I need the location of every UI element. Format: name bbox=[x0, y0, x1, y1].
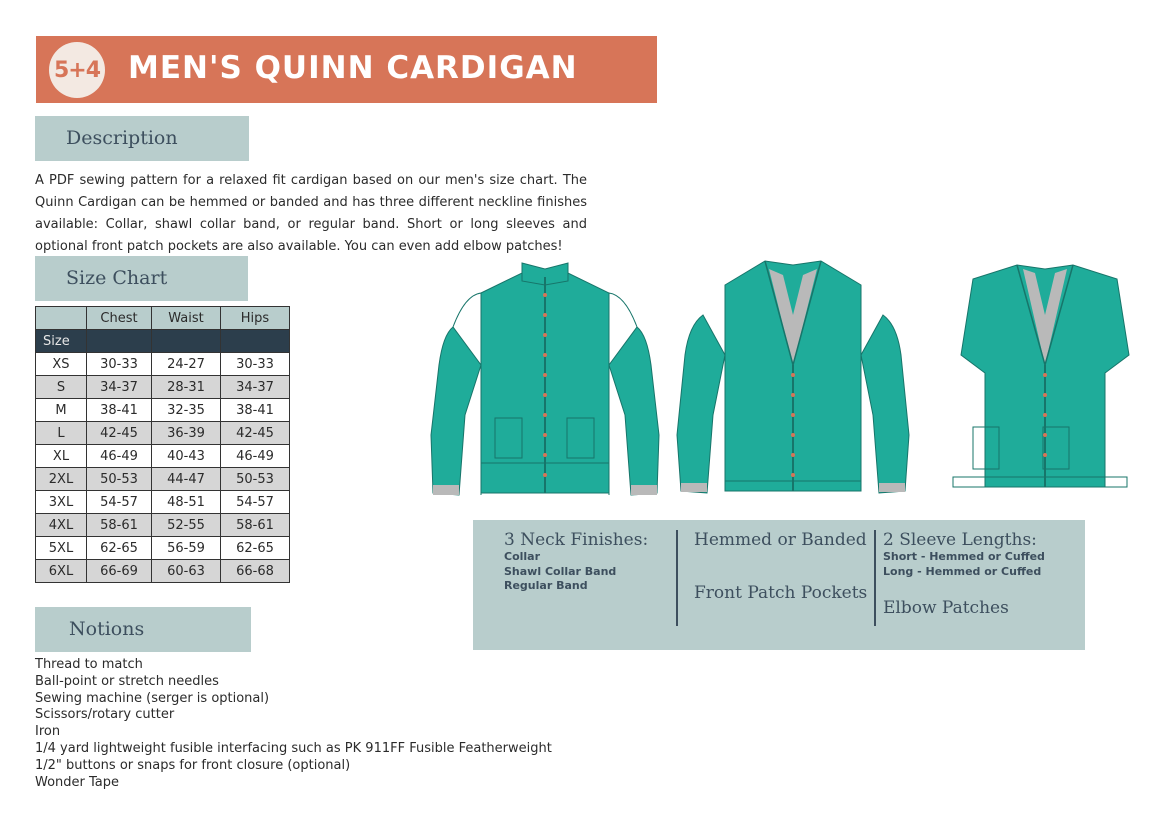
size-cell: M bbox=[36, 399, 87, 422]
notion-item: Wonder Tape bbox=[35, 774, 120, 790]
table-row bbox=[36, 399, 290, 422]
measurement-cell: 42-45 bbox=[221, 422, 290, 445]
sleeve-lengths-heading: 2 Sleeve Lengths: bbox=[883, 530, 1037, 550]
measurement-cell: 36-39 bbox=[152, 422, 221, 445]
size-chart-heading: Size Chart bbox=[66, 267, 168, 289]
table-row bbox=[36, 353, 290, 376]
sleeve-length-item: Short - Hemmed or Cuffed bbox=[883, 550, 1045, 563]
size-cell: 2XL bbox=[36, 468, 87, 491]
page-title: MEN'S QUINN CARDIGAN bbox=[128, 50, 578, 86]
measurement-cell: 46-49 bbox=[87, 445, 152, 468]
measurement-cell: 62-65 bbox=[221, 537, 290, 560]
notion-item: Ball-point or stretch needles bbox=[35, 673, 219, 689]
table-header: Waist bbox=[152, 307, 221, 330]
neck-finish-item: Collar bbox=[504, 550, 541, 563]
measurement-cell: 38-41 bbox=[221, 399, 290, 422]
measurement-cell: 38-41 bbox=[87, 399, 152, 422]
divider bbox=[874, 530, 876, 626]
measurement-cell: 66-68 bbox=[221, 560, 290, 583]
measurement-cell: 42-45 bbox=[87, 422, 152, 445]
table-row bbox=[36, 491, 290, 514]
size-chart-heading-box bbox=[35, 256, 248, 301]
measurement-cell: 58-61 bbox=[87, 514, 152, 537]
description-heading: Description bbox=[66, 127, 178, 149]
size-cell: 4XL bbox=[36, 514, 87, 537]
features-panel bbox=[473, 520, 1085, 650]
table-row bbox=[36, 445, 290, 468]
size-cell: S bbox=[36, 376, 87, 399]
notion-item: 1/4 yard lightweight fusible interfacing such as PK 911FF Fusible Featherweight bbox=[35, 740, 552, 756]
size-label-row bbox=[36, 330, 290, 353]
cardigan-shawl-illustration bbox=[677, 261, 909, 493]
measurement-cell: 58-61 bbox=[221, 514, 290, 537]
size-chart-table bbox=[35, 306, 290, 583]
measurement-cell: 34-37 bbox=[87, 376, 152, 399]
measurement-cell: 52-55 bbox=[152, 514, 221, 537]
title-banner bbox=[36, 36, 657, 103]
measurement-cell: 30-33 bbox=[87, 353, 152, 376]
measurement-cell: 46-49 bbox=[221, 445, 290, 468]
size-cell: 6XL bbox=[36, 560, 87, 583]
measurement-cell: 32-35 bbox=[152, 399, 221, 422]
divider bbox=[676, 530, 678, 626]
hem-feature: Hemmed or Banded bbox=[694, 530, 867, 550]
pocket-feature: Front Patch Pockets bbox=[694, 583, 868, 603]
measurement-cell: 66-69 bbox=[87, 560, 152, 583]
table-header: Hips bbox=[221, 307, 290, 330]
description-heading-box bbox=[35, 116, 249, 161]
size-cell: L bbox=[36, 422, 87, 445]
sleeve-length-item: Long - Hemmed or Cuffed bbox=[883, 565, 1042, 578]
measurement-cell: 60-63 bbox=[152, 560, 221, 583]
table-row bbox=[36, 560, 290, 583]
neck-finish-item: Regular Band bbox=[504, 579, 588, 592]
table-row bbox=[36, 376, 290, 399]
measurement-cell: 24-27 bbox=[152, 353, 221, 376]
notions-heading-box bbox=[35, 607, 251, 652]
size-cell: 5XL bbox=[36, 537, 87, 560]
elbow-patches-feature: Elbow Patches bbox=[883, 598, 1009, 618]
table-row bbox=[36, 537, 290, 560]
measurement-cell: 44-47 bbox=[152, 468, 221, 491]
size-label: Size bbox=[36, 330, 87, 353]
measurement-cell: 54-57 bbox=[87, 491, 152, 514]
description-text: A PDF sewing pattern for a relaxed fit cardigan based on our men's size chart. The Quinn Cardigan can be hemmed or banded and has three different neckline finishes available: Collar, shawl collar band, or regular band. Short or long sleeves and optional front patch pockets are also available. You can even add elbow patches! bbox=[35, 173, 587, 254]
measurement-cell: 34-37 bbox=[221, 376, 290, 399]
measurement-cell: 48-51 bbox=[152, 491, 221, 514]
notions-heading: Notions bbox=[69, 618, 145, 640]
notion-item: Sewing machine (serger is optional) bbox=[35, 690, 270, 706]
brand-logo: 5+4 bbox=[49, 42, 105, 98]
table-header bbox=[36, 307, 87, 330]
table-header: Chest bbox=[87, 307, 152, 330]
table-row bbox=[36, 422, 290, 445]
size-cell: 3XL bbox=[36, 491, 87, 514]
cardigan-illustrations bbox=[425, 255, 1135, 505]
measurement-cell: 40-43 bbox=[152, 445, 221, 468]
neck-finishes-heading: 3 Neck Finishes: bbox=[504, 530, 649, 550]
size-cell: XL bbox=[36, 445, 87, 468]
notion-item: Thread to match bbox=[35, 657, 143, 672]
notion-item: 1/2" buttons or snaps for front closure (optional) bbox=[35, 757, 351, 773]
measurement-cell: 54-57 bbox=[221, 491, 290, 514]
notions-list bbox=[35, 657, 552, 791]
measurement-cell: 28-31 bbox=[152, 376, 221, 399]
notion-item: Scissors/rotary cutter bbox=[35, 707, 175, 723]
size-cell: XS bbox=[36, 353, 87, 376]
measurement-cell: 50-53 bbox=[221, 468, 290, 491]
notion-item: Iron bbox=[35, 724, 61, 740]
table-header-row bbox=[36, 307, 290, 330]
neck-finish-item: Shawl Collar Band bbox=[504, 565, 617, 578]
table-row bbox=[36, 468, 290, 491]
measurement-cell: 30-33 bbox=[221, 353, 290, 376]
measurement-cell: 62-65 bbox=[87, 537, 152, 560]
measurement-cell: 50-53 bbox=[87, 468, 152, 491]
cardigan-collar-illustration bbox=[431, 263, 659, 495]
measurement-cell: 56-59 bbox=[152, 537, 221, 560]
cardigan-short-sleeve-illustration bbox=[953, 265, 1129, 487]
table-row bbox=[36, 514, 290, 537]
